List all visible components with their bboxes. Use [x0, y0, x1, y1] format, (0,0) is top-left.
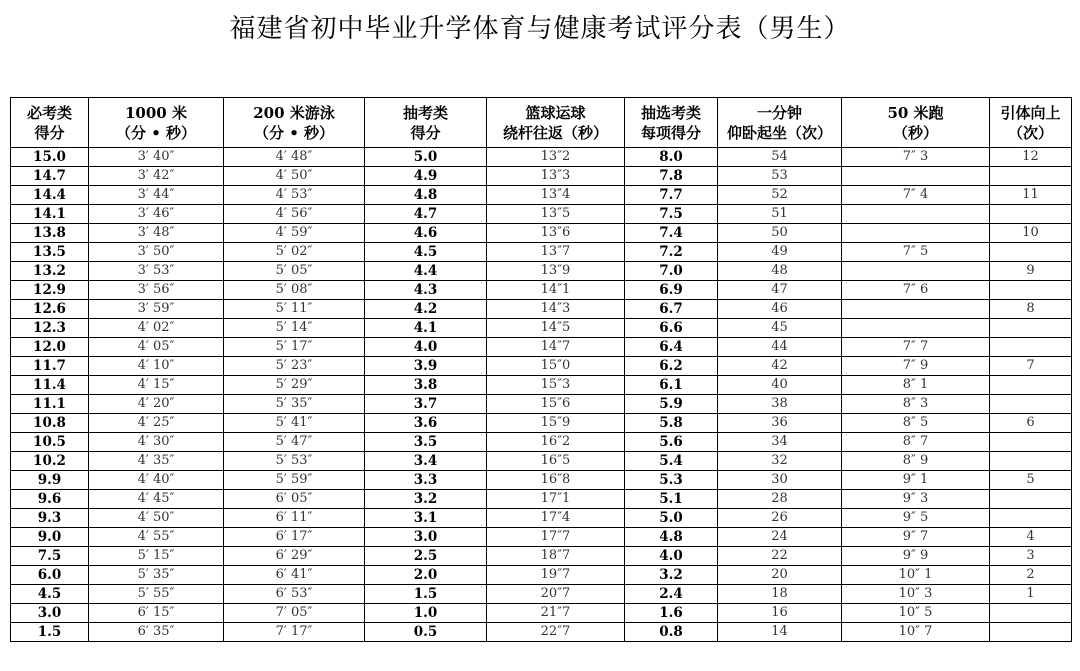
table-row [11, 357, 1072, 376]
swim-200m-cell: 6′ 05″ [224, 490, 365, 509]
table-row [11, 395, 1072, 414]
sampled-score-cell: 4.6 [365, 224, 487, 243]
run-50m-cell: 8″ 5 [842, 414, 990, 433]
run-1000m-cell: 3′ 46″ [89, 205, 224, 224]
basketball-dribble-cell: 17″7 [487, 528, 625, 547]
elective-score-cell: 6.6 [625, 319, 718, 338]
situps-cell: 38 [718, 395, 842, 414]
table-row [11, 148, 1072, 167]
table-row [11, 338, 1072, 357]
required-score-cell: 11.4 [11, 376, 89, 395]
run-1000m-cell: 3′ 50″ [89, 243, 224, 262]
run-50m-cell [842, 300, 990, 319]
elective-score-cell: 7.8 [625, 167, 718, 186]
table-row [11, 376, 1072, 395]
swim-200m-cell: 6′ 11″ [224, 509, 365, 528]
run-1000m-cell: 6′ 35″ [89, 623, 224, 642]
basketball-dribble-cell: 15″6 [487, 395, 625, 414]
sampled-score-cell: 3.0 [365, 528, 487, 547]
header-basketball-dribble [487, 98, 625, 148]
run-50m-cell: 10″ 3 [842, 585, 990, 604]
table-row [11, 528, 1072, 547]
elective-score-cell: 7.7 [625, 186, 718, 205]
required-score-cell: 14.1 [11, 205, 89, 224]
pullups-cell [990, 509, 1072, 528]
table-row [11, 243, 1072, 262]
header-line: 抽考类 [402, 103, 448, 122]
elective-score-cell: 7.2 [625, 243, 718, 262]
elective-score-cell: 2.4 [625, 585, 718, 604]
situps-cell: 53 [718, 167, 842, 186]
run-1000m-cell: 4′ 10″ [89, 357, 224, 376]
table-row [11, 300, 1072, 319]
table-row [11, 566, 1072, 585]
table-row [11, 224, 1072, 243]
sampled-score-cell: 4.0 [365, 338, 487, 357]
run-50m-cell: 9″ 3 [842, 490, 990, 509]
sampled-score-cell: 5.0 [365, 148, 487, 167]
pullups-cell [990, 205, 1072, 224]
run-50m-cell: 9″ 9 [842, 547, 990, 566]
basketball-dribble-cell: 13″3 [487, 167, 625, 186]
sampled-score-cell: 3.1 [365, 509, 487, 528]
swim-200m-cell: 5′ 35″ [224, 395, 365, 414]
header-line: 必考类 [26, 103, 72, 122]
swim-200m-cell: 4′ 53″ [224, 186, 365, 205]
pullups-cell: 2 [990, 566, 1072, 585]
table-row [11, 452, 1072, 471]
header-line: 50 米跑 [887, 103, 944, 122]
sampled-score-cell: 3.8 [365, 376, 487, 395]
pullups-cell: 10 [990, 224, 1072, 243]
elective-score-cell: 5.9 [625, 395, 718, 414]
basketball-dribble-cell: 14″7 [487, 338, 625, 357]
swim-200m-cell: 5′ 29″ [224, 376, 365, 395]
situps-cell: 54 [718, 148, 842, 167]
header-situps [718, 98, 842, 148]
elective-score-cell: 5.3 [625, 471, 718, 490]
elective-score-cell: 7.0 [625, 262, 718, 281]
run-1000m-cell: 4′ 20″ [89, 395, 224, 414]
run-50m-cell: 7″ 9 [842, 357, 990, 376]
situps-cell: 45 [718, 319, 842, 338]
elective-score-cell: 6.7 [625, 300, 718, 319]
table-row [11, 604, 1072, 623]
run-1000m-cell: 4′ 30″ [89, 433, 224, 452]
elective-score-cell: 0.8 [625, 623, 718, 642]
elective-score-cell: 3.2 [625, 566, 718, 585]
pullups-cell [990, 452, 1072, 471]
required-score-cell: 6.0 [11, 566, 89, 585]
run-1000m-cell: 4′ 15″ [89, 376, 224, 395]
pullups-cell: 5 [990, 471, 1072, 490]
run-50m-cell: 8″ 7 [842, 433, 990, 452]
pullups-cell: 9 [990, 262, 1072, 281]
sampled-score-cell: 4.3 [365, 281, 487, 300]
run-1000m-cell: 3′ 59″ [89, 300, 224, 319]
required-score-cell: 9.6 [11, 490, 89, 509]
table-row [11, 414, 1072, 433]
swim-200m-cell: 5′ 41″ [224, 414, 365, 433]
run-1000m-cell: 6′ 15″ [89, 604, 224, 623]
basketball-dribble-cell: 13″7 [487, 243, 625, 262]
table-row [11, 490, 1072, 509]
header-line: 仰卧起坐（次） [726, 123, 832, 142]
run-1000m-cell: 3′ 53″ [89, 262, 224, 281]
score-table [10, 97, 1072, 642]
sampled-score-cell: 3.2 [365, 490, 487, 509]
run-50m-cell: 7″ 7 [842, 338, 990, 357]
situps-cell: 40 [718, 376, 842, 395]
basketball-dribble-cell: 17″4 [487, 509, 625, 528]
run-50m-cell [842, 319, 990, 338]
header-line: （分 • 秒） [253, 123, 335, 142]
required-score-cell: 11.1 [11, 395, 89, 414]
header-line: 每项得分 [640, 123, 701, 142]
header-line: 200 米游泳 [253, 103, 335, 122]
sampled-score-cell: 3.3 [365, 471, 487, 490]
required-score-cell: 9.9 [11, 471, 89, 490]
pullups-cell [990, 395, 1072, 414]
situps-cell: 46 [718, 300, 842, 319]
elective-score-cell: 5.1 [625, 490, 718, 509]
header-line: 篮球运球 [525, 103, 586, 122]
pullups-cell [990, 604, 1072, 623]
elective-score-cell: 5.8 [625, 414, 718, 433]
required-score-cell: 7.5 [11, 547, 89, 566]
elective-score-cell: 6.9 [625, 281, 718, 300]
required-score-cell: 12.9 [11, 281, 89, 300]
situps-cell: 42 [718, 357, 842, 376]
situps-cell: 24 [718, 528, 842, 547]
pullups-cell [990, 376, 1072, 395]
required-score-cell: 1.5 [11, 623, 89, 642]
swim-200m-cell: 5′ 17″ [224, 338, 365, 357]
basketball-dribble-cell: 13″4 [487, 186, 625, 205]
header-line: 引体向上 [1000, 103, 1061, 122]
run-50m-cell: 8″ 1 [842, 376, 990, 395]
swim-200m-cell: 5′ 02″ [224, 243, 365, 262]
sampled-score-cell: 4.9 [365, 167, 487, 186]
table-row [11, 433, 1072, 452]
run-50m-cell: 9″ 7 [842, 528, 990, 547]
required-score-cell: 13.5 [11, 243, 89, 262]
sampled-score-cell: 2.0 [365, 566, 487, 585]
elective-score-cell: 1.6 [625, 604, 718, 623]
header-line: 得分 [410, 123, 441, 142]
header-200m-swim [224, 98, 365, 148]
basketball-dribble-cell: 16″2 [487, 433, 625, 452]
run-50m-cell: 7″ 4 [842, 186, 990, 205]
pullups-cell: 1 [990, 585, 1072, 604]
run-1000m-cell: 5′ 55″ [89, 585, 224, 604]
pullups-cell: 3 [990, 547, 1072, 566]
required-score-cell: 14.4 [11, 186, 89, 205]
header-line: 绕杆往返（秒） [502, 123, 608, 142]
run-1000m-cell: 3′ 40″ [89, 148, 224, 167]
required-score-cell: 10.5 [11, 433, 89, 452]
basketball-dribble-cell: 13″9 [487, 262, 625, 281]
sampled-score-cell: 2.5 [365, 547, 487, 566]
situps-cell: 26 [718, 509, 842, 528]
run-50m-cell: 7″ 6 [842, 281, 990, 300]
sampled-score-cell: 0.5 [365, 623, 487, 642]
swim-200m-cell: 5′ 53″ [224, 452, 365, 471]
required-score-cell: 3.0 [11, 604, 89, 623]
basketball-dribble-cell: 14″1 [487, 281, 625, 300]
header-line: 一分钟 [756, 103, 802, 122]
header-required-score [11, 98, 89, 148]
page-title: 福建省初中毕业升学体育与健康考试评分表（男生） [229, 14, 851, 44]
table-row [11, 471, 1072, 490]
elective-score-cell: 6.4 [625, 338, 718, 357]
sampled-score-cell: 3.4 [365, 452, 487, 471]
required-score-cell: 12.6 [11, 300, 89, 319]
sampled-score-cell: 4.1 [365, 319, 487, 338]
pullups-cell: 6 [990, 414, 1072, 433]
elective-score-cell: 7.4 [625, 224, 718, 243]
basketball-dribble-cell: 14″3 [487, 300, 625, 319]
run-50m-cell: 7″ 3 [842, 148, 990, 167]
sampled-score-cell: 4.2 [365, 300, 487, 319]
run-1000m-cell: 3′ 42″ [89, 167, 224, 186]
header-line: （分 • 秒） [115, 123, 197, 142]
table-row [11, 186, 1072, 205]
required-score-cell: 13.8 [11, 224, 89, 243]
swim-200m-cell: 5′ 23″ [224, 357, 365, 376]
run-50m-cell [842, 205, 990, 224]
run-1000m-cell: 3′ 48″ [89, 224, 224, 243]
run-1000m-cell: 5′ 35″ [89, 566, 224, 585]
basketball-dribble-cell: 13″2 [487, 148, 625, 167]
header-line: （次） [1007, 123, 1053, 142]
basketball-dribble-cell: 15″3 [487, 376, 625, 395]
swim-200m-cell: 5′ 08″ [224, 281, 365, 300]
required-score-cell: 12.3 [11, 319, 89, 338]
run-1000m-cell: 4′ 02″ [89, 319, 224, 338]
swim-200m-cell: 6′ 41″ [224, 566, 365, 585]
pullups-cell [990, 319, 1072, 338]
elective-score-cell: 4.8 [625, 528, 718, 547]
situps-cell: 44 [718, 338, 842, 357]
situps-cell: 51 [718, 205, 842, 224]
situps-cell: 22 [718, 547, 842, 566]
run-50m-cell: 10″ 5 [842, 604, 990, 623]
run-50m-cell: 9″ 1 [842, 471, 990, 490]
elective-score-cell: 6.1 [625, 376, 718, 395]
elective-score-cell: 5.0 [625, 509, 718, 528]
swim-200m-cell: 6′ 29″ [224, 547, 365, 566]
situps-cell: 14 [718, 623, 842, 642]
run-50m-cell: 9″ 5 [842, 509, 990, 528]
basketball-dribble-cell: 16″8 [487, 471, 625, 490]
run-1000m-cell: 3′ 44″ [89, 186, 224, 205]
run-1000m-cell: 4′ 45″ [89, 490, 224, 509]
swim-200m-cell: 6′ 53″ [224, 585, 365, 604]
run-50m-cell: 8″ 9 [842, 452, 990, 471]
pullups-cell [990, 623, 1072, 642]
basketball-dribble-cell: 17″1 [487, 490, 625, 509]
run-1000m-cell: 4′ 55″ [89, 528, 224, 547]
sampled-score-cell: 4.4 [365, 262, 487, 281]
run-50m-cell: 7″ 5 [842, 243, 990, 262]
pullups-cell [990, 338, 1072, 357]
sampled-score-cell: 4.8 [365, 186, 487, 205]
run-1000m-cell: 4′ 40″ [89, 471, 224, 490]
run-1000m-cell: 4′ 05″ [89, 338, 224, 357]
swim-200m-cell: 4′ 48″ [224, 148, 365, 167]
situps-cell: 36 [718, 414, 842, 433]
basketball-dribble-cell: 13″5 [487, 205, 625, 224]
pullups-cell [990, 281, 1072, 300]
header-line: 得分 [34, 123, 65, 142]
sampled-score-cell: 3.6 [365, 414, 487, 433]
pullups-cell [990, 490, 1072, 509]
pullups-cell: 8 [990, 300, 1072, 319]
run-50m-cell: 10″ 7 [842, 623, 990, 642]
sampled-score-cell: 4.5 [365, 243, 487, 262]
table-row [11, 585, 1072, 604]
required-score-cell: 9.0 [11, 528, 89, 547]
table-row [11, 262, 1072, 281]
pullups-cell: 7 [990, 357, 1072, 376]
situps-cell: 48 [718, 262, 842, 281]
swim-200m-cell: 5′ 59″ [224, 471, 365, 490]
sampled-score-cell: 4.7 [365, 205, 487, 224]
sampled-score-cell: 3.5 [365, 433, 487, 452]
score-table-body [11, 148, 1072, 642]
sampled-score-cell: 3.9 [365, 357, 487, 376]
situps-cell: 32 [718, 452, 842, 471]
header-1000m [89, 98, 224, 148]
situps-cell: 18 [718, 585, 842, 604]
situps-cell: 47 [718, 281, 842, 300]
basketball-dribble-cell: 16″5 [487, 452, 625, 471]
basketball-dribble-cell: 15″9 [487, 414, 625, 433]
situps-cell: 30 [718, 471, 842, 490]
pullups-cell [990, 243, 1072, 262]
pullups-cell: 4 [990, 528, 1072, 547]
sampled-score-cell: 1.0 [365, 604, 487, 623]
basketball-dribble-cell: 20″7 [487, 585, 625, 604]
run-50m-cell [842, 224, 990, 243]
pullups-cell: 12 [990, 148, 1072, 167]
swim-200m-cell: 6′ 17″ [224, 528, 365, 547]
header-row [11, 98, 1072, 148]
table-row [11, 623, 1072, 642]
elective-score-cell: 6.2 [625, 357, 718, 376]
run-1000m-cell: 4′ 25″ [89, 414, 224, 433]
situps-cell: 28 [718, 490, 842, 509]
situps-cell: 16 [718, 604, 842, 623]
table-row [11, 547, 1072, 566]
header-sampled-score [365, 98, 487, 148]
run-1000m-cell: 3′ 56″ [89, 281, 224, 300]
pullups-cell: 11 [990, 186, 1072, 205]
elective-score-cell: 5.6 [625, 433, 718, 452]
swim-200m-cell: 4′ 59″ [224, 224, 365, 243]
header-elective-score [625, 98, 718, 148]
swim-200m-cell: 7′ 17″ [224, 623, 365, 642]
run-1000m-cell: 4′ 35″ [89, 452, 224, 471]
elective-score-cell: 7.5 [625, 205, 718, 224]
run-1000m-cell: 4′ 50″ [89, 509, 224, 528]
situps-cell: 20 [718, 566, 842, 585]
required-score-cell: 13.2 [11, 262, 89, 281]
elective-score-cell: 8.0 [625, 148, 718, 167]
required-score-cell: 4.5 [11, 585, 89, 604]
situps-cell: 52 [718, 186, 842, 205]
required-score-cell: 10.8 [11, 414, 89, 433]
pullups-cell [990, 433, 1072, 452]
table-row [11, 509, 1072, 528]
sampled-score-cell: 1.5 [365, 585, 487, 604]
swim-200m-cell: 5′ 05″ [224, 262, 365, 281]
table-row [11, 319, 1072, 338]
swim-200m-cell: 4′ 56″ [224, 205, 365, 224]
situps-cell: 50 [718, 224, 842, 243]
run-1000m-cell: 5′ 15″ [89, 547, 224, 566]
swim-200m-cell: 5′ 47″ [224, 433, 365, 452]
table-row [11, 281, 1072, 300]
swim-200m-cell: 4′ 50″ [224, 167, 365, 186]
swim-200m-cell: 5′ 14″ [224, 319, 365, 338]
pullups-cell [990, 167, 1072, 186]
run-50m-cell: 8″ 3 [842, 395, 990, 414]
basketball-dribble-cell: 15″0 [487, 357, 625, 376]
sampled-score-cell: 3.7 [365, 395, 487, 414]
table-row [11, 205, 1072, 224]
required-score-cell: 11.7 [11, 357, 89, 376]
situps-cell: 34 [718, 433, 842, 452]
basketball-dribble-cell: 14″5 [487, 319, 625, 338]
basketball-dribble-cell: 21″7 [487, 604, 625, 623]
swim-200m-cell: 5′ 11″ [224, 300, 365, 319]
required-score-cell: 10.2 [11, 452, 89, 471]
basketball-dribble-cell: 13″6 [487, 224, 625, 243]
situps-cell: 49 [718, 243, 842, 262]
header-pullups [990, 98, 1072, 148]
run-50m-cell [842, 167, 990, 186]
swim-200m-cell: 7′ 05″ [224, 604, 365, 623]
elective-score-cell: 4.0 [625, 547, 718, 566]
basketball-dribble-cell: 18″7 [487, 547, 625, 566]
header-line: （秒） [892, 123, 938, 142]
run-50m-cell: 10″ 1 [842, 566, 990, 585]
basketball-dribble-cell: 22″7 [487, 623, 625, 642]
run-50m-cell [842, 262, 990, 281]
required-score-cell: 14.7 [11, 167, 89, 186]
elective-score-cell: 5.4 [625, 452, 718, 471]
header-line: 1000 米 [125, 103, 187, 122]
required-score-cell: 9.3 [11, 509, 89, 528]
basketball-dribble-cell: 19″7 [487, 566, 625, 585]
table-row [11, 167, 1072, 186]
header-line: 抽选考类 [640, 103, 701, 122]
required-score-cell: 15.0 [11, 148, 89, 167]
required-score-cell: 12.0 [11, 338, 89, 357]
header-50m-run [842, 98, 990, 148]
